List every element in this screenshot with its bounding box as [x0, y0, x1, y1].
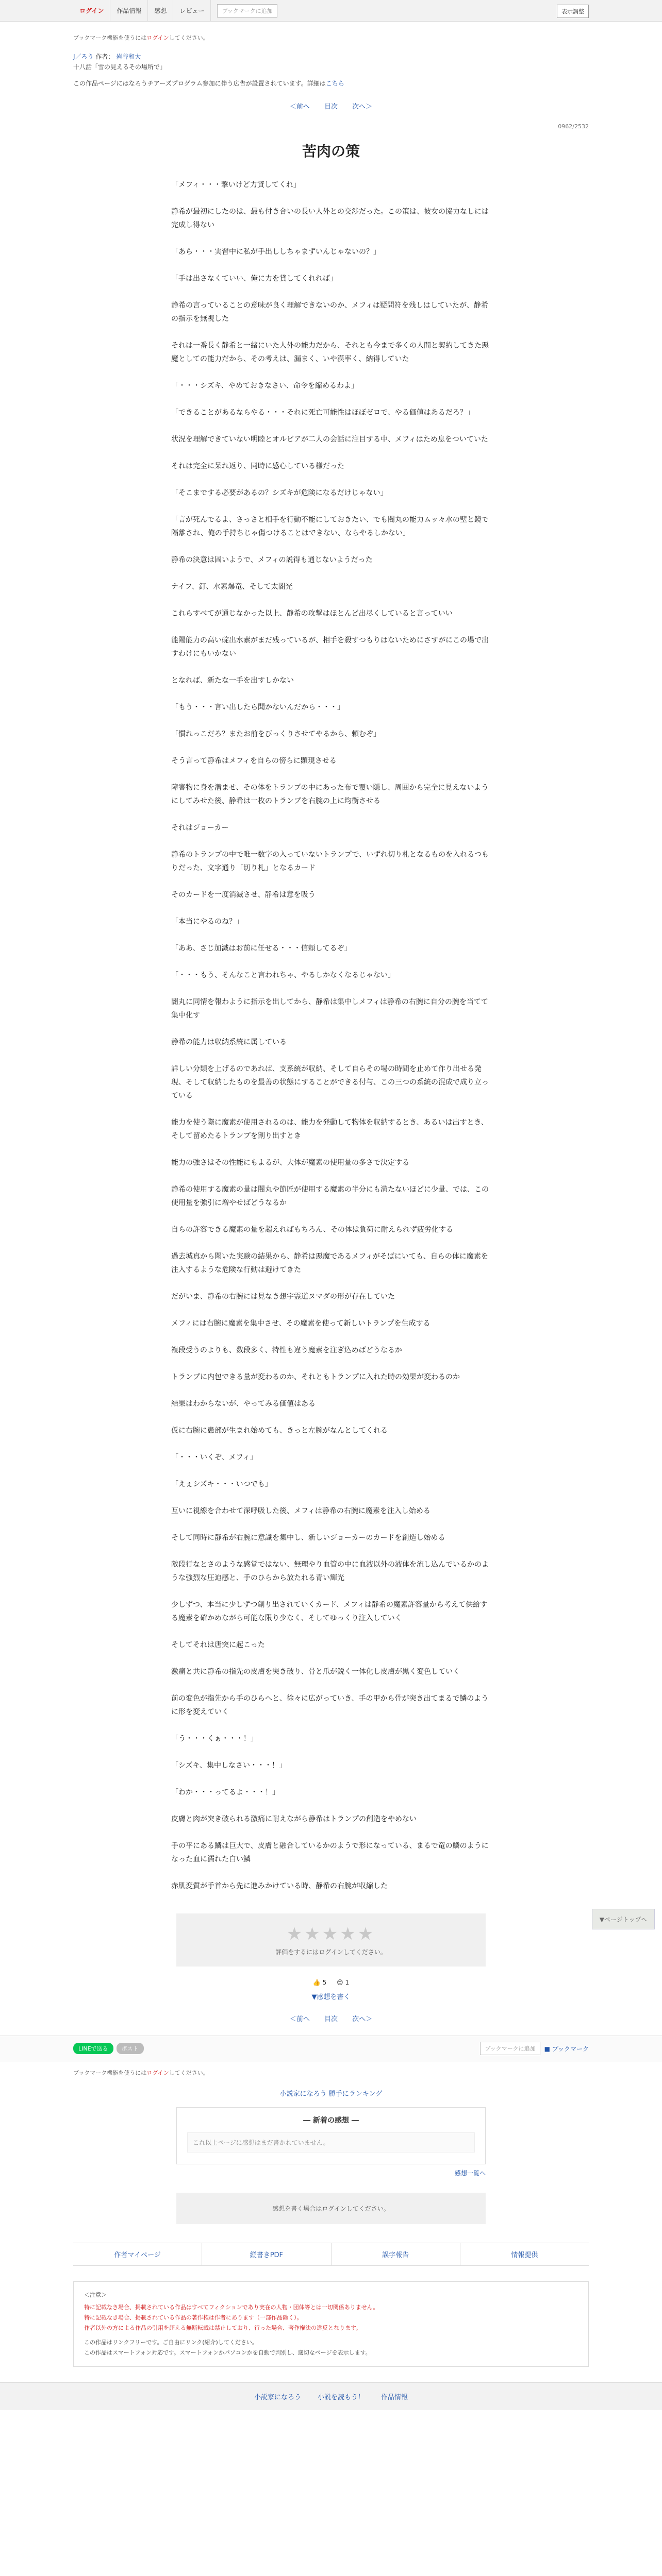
novel-paragraph: そして同時に静希が右腕に意識を集中し、新しいジョーカーのカードを創造し始める	[171, 1534, 445, 1542]
reaction-smile[interactable]: 😊 1	[337, 1979, 350, 1986]
bookmark-login-note: ブックマーク機能を使うにはログインしてください。	[73, 2070, 209, 2076]
novel-paragraph: 能力を使う際に魔素が使用されるのは、能力を発動して物体を収納するとき、あるいは出すとき、そして留めたるトランプを割り出すとき	[171, 1118, 488, 1140]
home-link[interactable]: 小説家になろう	[254, 2394, 301, 2401]
novel-paragraph: それは完全に呆れ返り、同時に感心している様だった	[171, 462, 344, 470]
novel-paragraph: 皮膚と肉が突き破られる激痛に耐えながら静希はトランプの創造をやめない	[171, 1815, 417, 1823]
series-link[interactable]: J／ろう	[73, 53, 94, 60]
novel-paragraph: それはジョーカー	[171, 824, 229, 832]
novel-paragraph: 能陽能力の高い碇出水素がまだ残っているが、相手を殺すつもりはないためにさすがにこの場で出すわけにもいかない	[171, 636, 489, 658]
line-share-button[interactable]: LINEで送る	[73, 2043, 113, 2054]
novel-paragraph: 過去城真から聞いた実験の結果から、静希は悪魔であるメフィがそばにいても、自らの体に魔素を注入するような危険な行動は避けてきた	[171, 1252, 488, 1274]
pager-top	[73, 101, 589, 111]
novel-paragraph: 「もう・・・言い出したら聞かないんだから・・・」	[171, 703, 344, 711]
pager-bottom	[73, 2013, 589, 2023]
author-mypage-link[interactable]: 作者マイページ	[73, 2243, 202, 2265]
prev-link-bottom[interactable]: ＜前へ	[289, 2015, 310, 2023]
notice-box: ＜注意＞ 特に記載なき場合、掲載されている作品はすべてフィクションであり実在の人物・団体等とは一切関係ありません。 特に記載なき場合、掲載されている作品の著作権は作者にあります（一部作品除く）。 作者以外の方による作品の引用を超える無断転載は禁止しており、行った場合、著作権法の違反となります。 この作品はリンクフリーです。ご自由にリンク(紹介)してください。 この作品はスマートフォン対応です。スマートフォンかパソコンかを自動で判別し、適切なページを表示します。	[73, 2281, 589, 2367]
header-bar	[0, 0, 662, 22]
novel-paragraph: 「・・・シズキ、やめておきなさい、命令を縮めるわよ」	[171, 382, 359, 390]
author-link[interactable]: 岩谷和大	[116, 53, 141, 60]
novel-paragraph: 「本当にやるのね？」	[171, 918, 243, 926]
novel-paragraph: そう言って静希はメフィを自らの傍らに顕現させる	[171, 757, 337, 765]
novel-paragraph: 互いに視線を合わせて深呼吸した後、メフィは静希の右腕に魔素を注入し始める	[171, 1507, 431, 1515]
novel-paragraph: 「・・・もう、そんなこと言われちゃ、やるしかなくなるじゃない」	[171, 971, 395, 979]
reaction-good[interactable]: 👍 5	[312, 1979, 327, 1986]
works-link-bottom[interactable]: 作品情報	[381, 2394, 408, 2401]
novel-paragraph: 障害物に身を潜ませ、その体をトランプの中にあった布で覆い隠し、周囲から完全に見えないようにしてみせた後、静希は一枚のトランプを右腕の上に均衡させる	[171, 784, 489, 805]
login-to-comment-box: 感想を書く場合はログインしてください。	[176, 2193, 486, 2224]
ad-notice-link[interactable]: こちら	[325, 80, 344, 87]
episode-number: 0962/2532	[558, 123, 589, 130]
novel-paragraph: 「あら・・・実習中に私が手出ししちゃまずいんじゃないの？」	[171, 248, 380, 256]
rating-box	[176, 1913, 486, 1967]
novel-paragraph: トランプに内包できる量が変わるのか、それともトランプに入れた時の効果が変わるのか	[171, 1373, 460, 1381]
novel-paragraph: 仮に右腕に患部が生まれ始めても、きっと左腕がなんとしてくれる	[171, 1427, 388, 1435]
notice-title: ＜注意＞	[84, 2292, 107, 2298]
page-top-button[interactable]: ▼ページトップへ	[592, 1909, 655, 1929]
novel-paragraph: 「ああ、さじ加減はお前に任せる・・・信頼してるぞ」	[171, 944, 352, 953]
novel-paragraph: 「う・・・くぁ・・・！」	[171, 1735, 258, 1743]
prev-link[interactable]: ＜前へ	[289, 103, 310, 111]
bookmark-add-button[interactable]: ブックマークに追加	[217, 4, 277, 18]
novel-info	[73, 22, 589, 89]
series-line: J／ろう 作者： 岩谷和大	[73, 53, 141, 60]
new-impressions-title: ― 新着の感想 ―	[303, 2116, 359, 2125]
novel-paragraph: 「慣れっこだろ？またお前をびっくりさせてやるから、頼むぞ」	[171, 730, 380, 738]
novel-paragraph: 複段受うのよりも、数段多く、特性も違う魔素を注ぎ込めばどうなるか	[171, 1346, 402, 1354]
login-link[interactable]: ログイン	[73, 0, 110, 22]
chapter-title: 十八話「雪の見えるその場所で」	[73, 63, 167, 71]
new-impressions-empty: これ以上ページに感想はまだ書かれていません。	[187, 2132, 475, 2153]
works-link[interactable]: 作品情報	[110, 0, 148, 22]
impressions-list-link[interactable]: 感想一覧へ	[454, 2170, 486, 2177]
share-bar	[0, 2036, 662, 2061]
page-bottom-nav	[0, 2382, 662, 2410]
rating-stars[interactable]: ★★★★★	[286, 1924, 376, 1944]
index-link-bottom[interactable]: 目次	[324, 2015, 338, 2023]
search-link[interactable]: 小説を読もう！	[317, 2394, 365, 2401]
novel-paragraph: 状況を理解できていない明睦とオルビアが二人の会話に注目する中、メフィはため息をついていた	[171, 435, 488, 444]
novel-paragraph: 静希の能力は収納系統に属している	[171, 1038, 287, 1046]
novel-paragraph: 敵段行なとさのような感覚ではない、無理やり血管の中に血液以外の液体を流し込んでいるかのような強烈な圧迫感と、手のひらから放たれる青い輝光	[171, 1561, 489, 1582]
ranking-link[interactable]: 小説家になろう 勝手にランキング	[279, 2090, 383, 2098]
novel-paragraph: 前の変色が指先から手のひらへと、徐々に広がっていき、手の甲から骨が突き出てまるで鱗のように形を変えていく	[171, 1694, 489, 1716]
novel-paragraph: 「わか・・・ってるよ・・・！」	[171, 1788, 279, 1797]
novel-paragraph: それは一番長く静希と一緒にいた人外の能力だから、それとも今まで多くの人間と契約してきた悪魔としての能力だから、その考えは、漏まく、いや漠率く、納得していた	[171, 342, 489, 363]
bookmark-link[interactable]: ■ ブックマーク	[544, 2045, 589, 2053]
typo-report-link[interactable]: 誤字報告	[332, 2243, 460, 2265]
novel-paragraph: 静希の決意は固いようで、メフィの説得も通じないようだった	[171, 556, 373, 564]
novel-paragraph: 「シズキ、集中しなさい・・・！」	[171, 1761, 287, 1770]
impressions-link[interactable]: 感想	[148, 0, 173, 22]
novel-paragraph: 「そこまでする必要があるの？シズキが危険になるだけじゃない」	[171, 489, 388, 497]
novel-paragraph: 手の平にある鱗は巨大で、皮膚と融合しているかのようで形になっている、まるで竜の鱗のようになった血に濡れた白い鱗	[171, 1842, 489, 1863]
novel-paragraph: 赤肌変質が手首から先に進みかけている時、静希の右腕が収縮した	[171, 1882, 388, 1890]
write-impression-link[interactable]: ▼感想を書く	[311, 1993, 351, 2001]
novel-paragraph: 闇丸に同情を報わように指示を出してから、静希は集中しメフィは静希の右腕に自分の腕を当てて集中化す	[171, 998, 488, 1020]
novel-paragraph: 静希のトランプの中で唯一数字の入っていないトランプで、いずれ切り札となるものを入れるつもりだった、文字通り「切り札」となるカード	[171, 851, 489, 872]
novel-paragraph: 「メフィ・・・撃いけど力貸してくれ」	[171, 181, 301, 189]
episode-subtitle: 苦肉の策	[302, 143, 360, 160]
login-prompt: ブックマーク機能を使うにはログインしてください。	[73, 35, 209, 41]
info-report-link[interactable]: 情報提供	[511, 2251, 538, 2259]
novel-paragraph: 「言が死んでるよ、さっさと相手を行動不能にしておきたい、でも闇丸の能力ムッ々水の壁と鏡で隔離され、俺の手持ちじゃ傷つけることはできない、ならやるしかない」	[171, 516, 489, 537]
novel-paragraph: 「できることがあるならやる・・・それに死亡可能性はほぼゼロで、やる価値はあるだろ？」	[171, 409, 474, 417]
novel-paragraph: メフィには右腕に魔素を集中させ、その魔素を使って新しいトランプを生成する	[171, 1319, 431, 1328]
novel-paragraph: ナイフ、釘、水素爆竜、そして太閤光	[171, 583, 293, 591]
footer-links	[73, 2243, 589, 2266]
novel-paragraph: 自らの許容できる魔素の量を超えればもちろん、その体は負荷に耐えられず疲労化する	[171, 1226, 453, 1234]
ad-notice: この作品ページにはなろうチアーズプログラム参加に伴う広告が設置されています。詳細はこちら	[73, 80, 344, 87]
vertical-pdf-link[interactable]: 縦書きPDF	[202, 2243, 331, 2265]
bookmark-add-button-bottom[interactable]: ブックマークに追加	[480, 2042, 540, 2055]
novel-paragraph: そのカードを一度消滅させ、静希は意を吸う	[171, 891, 316, 899]
next-link[interactable]: 次へ＞	[352, 103, 373, 111]
novel-paragraph: 静希の使用する魔素の量は闇丸や節匠が使用する魔素の半分にも満たないほどに少量、では、この使用量を強引に増やせばどうなるか	[171, 1185, 489, 1207]
novel-paragraph: そしてそれは唐突に起こった	[171, 1641, 265, 1649]
x-post-button[interactable]: ポスト	[117, 2043, 144, 2054]
novel-paragraph: 少しずつ、本当に少しずつ創り出されていくカード、メフィは静希の魔素許容量から考えて供給する魔素を確かめながら可能な限り少なく、そしてゆっくり注入していく	[171, 1601, 488, 1622]
novel-body	[171, 178, 491, 1893]
novel-paragraph: 激痛と共に静希の指先の皮膚を突き破り、骨と爪が鋭く一体化し皮膚が黒く変色していく	[171, 1668, 460, 1676]
login-prompt-link[interactable]: ログイン	[146, 35, 169, 41]
novel-paragraph: 静希が最初にしたのは、最も付き合いの長い人外との交渉だった。この策は、彼女の協力なしには完成し得ない	[171, 208, 489, 229]
novel-paragraph: これらすべてが通じなかった以上、静希の攻撃はほとんど出尽くしていると言っていい	[171, 609, 453, 618]
reactions	[73, 1979, 589, 1986]
novel-paragraph: 能力の強さはその性能にもよるが、大体が魔素の使用量の多さで決定する	[171, 1159, 409, 1167]
novel-paragraph: となれば、新たな一手を出すしかない	[171, 676, 294, 685]
novel-paragraph: 結果はわからないが、やってみる価値はある	[171, 1400, 316, 1408]
novel-paragraph: 「・・・いくぞ、メフィ」	[171, 1453, 257, 1462]
review-link[interactable]: レビュー	[173, 0, 211, 22]
index-link[interactable]: 目次	[324, 103, 338, 111]
display-settings-button[interactable]: 表示調整	[557, 5, 589, 18]
next-link-bottom[interactable]: 次へ＞	[352, 2015, 373, 2023]
novel-paragraph: 静希の言っていることの意味が良く理解できないのか、メフィは疑問符を残しはしていたが、静希の指示を無視した	[171, 301, 488, 323]
rating-note: 評価をするにはログインしてください。	[275, 1948, 387, 1956]
novel-paragraph: 「手は出さなくていい、俺に力を貸してくれれば」	[171, 275, 337, 283]
novel-paragraph: 「えぇシズキ・・・いつでも」	[171, 1480, 272, 1488]
novel-paragraph: 詳しい分類を上げるのであれば、支系統が収納、そして自らその場の時間を止めて作り出せる発現、そして収納したものを最善の状態にすることができる付与、この三つの系統の混成で成り立っている	[171, 1065, 489, 1100]
novel-paragraph: だがいま、静希の右腕には見なき想宇霊道ヌマダの形が存在していた	[171, 1293, 395, 1301]
bookmark-login-link[interactable]: ログイン	[146, 2070, 169, 2076]
new-impressions-box	[176, 2107, 486, 2164]
